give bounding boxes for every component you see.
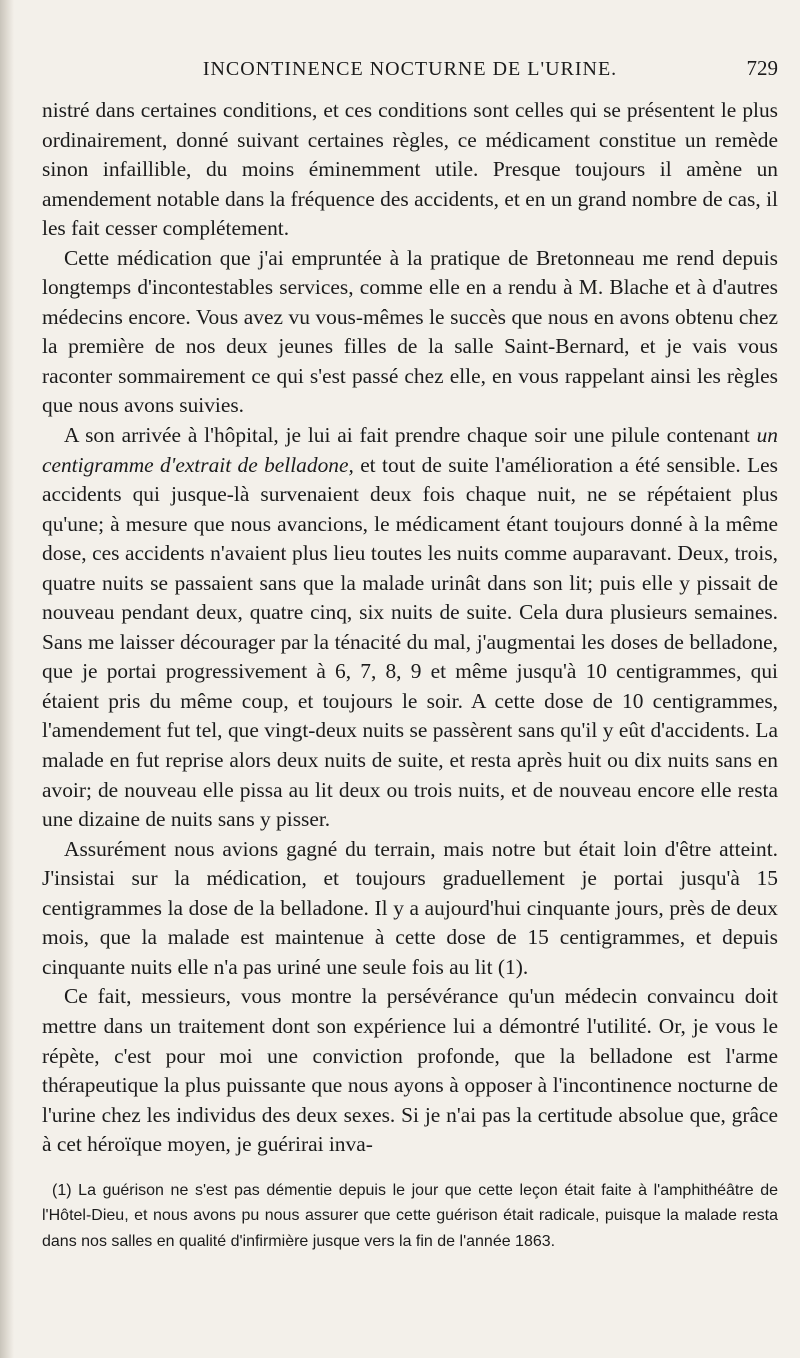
paragraph-3 bbox=[42, 421, 778, 835]
paragraph-2 bbox=[42, 244, 778, 421]
paragraph-2-text: Cette médication que j'ai empruntée à la pratique de Bretonneau me rend depuis longtemps d'incontestables services, comme elle en a rendu à M. Blache et à d'autres médecins encore. Vous avez vu vous-mêmes le succès que nous en avons obtenu chez la première de nos deux jeunes filles de la salle Saint-Bernard, et je vais vous raconter sommairement ce qui s'est passé chez elle, en vous rappelant ainsi les règles que nous avons suivies. bbox=[42, 245, 778, 418]
book-page bbox=[42, 56, 778, 1254]
body-text bbox=[42, 96, 778, 1160]
paragraph-4-text: Assurément nous avions gagné du terrain, mais notre but était loin d'être atteint. J'insistai sur la médication, et toujours graduellement je portai jusqu'à 15 centigrammes la dose de la belladone. Il y a aujourd'hui cinquante jours, près de deux mois, que la malade est maintenue à cette dose de 15 centigrammes, et depuis cinquante nuits elle n'a pas uriné une seule fois au lit (1). bbox=[42, 836, 778, 979]
paragraph-5-text: Ce fait, messieurs, vous montre la persévérance qu'un médecin convaincu doit mettre dans un traitement dont son expérience lui a démontré l'utilité. Or, je vous le répète, c'est pour moi une conviction profonde, que la belladone est l'arme thérapeutique la plus puissante que nous ayons à opposer à l'incontinence nocturne de l'urine chez les individus des deux sexes. Si je n'ai pas la certitude absolue que, grâce à cet héroïque moyen, je guérirai inva- bbox=[42, 984, 778, 1157]
page-number: 729 bbox=[746, 56, 778, 80]
paragraph-1-text: nistré dans certaines conditions, et ces conditions sont celles qui se présentent le plus ordinairement, donné suivant certaines règles, ce médicament constitue un remède sinon infaillible, du moins éminemment utile. Presque toujours il amène un amendement notable dans la fréquence des accidents, et en un grand nombre de cas, il les fait cesser complétement. bbox=[42, 98, 778, 241]
running-head bbox=[42, 56, 778, 90]
paragraph-1 bbox=[42, 96, 778, 244]
paragraph-3-italic-dose: un centigramme d'extrait de belladone, bbox=[42, 423, 778, 477]
paragraph-4 bbox=[42, 835, 778, 983]
footnote: (1) La guérison ne s'est pas démentie depuis le jour que cette leçon était faite à l'amphithéâtre de l'Hôtel-Dieu, et nous avons pu nous assurer que cette guérison était radicale, puisque la malade resta dans nos salles en qualité d'infirmière jusque vers la fin de l'année 1863. bbox=[42, 1181, 778, 1250]
paragraph-3-text-after: et tout de suite l'amélioration a été sensible. Les accidents qui jusque-là survenaient deux fois chaque nuit, ne se répétaient plus qu'une; à mesure que nous avancions, le médicament étant toujours donné à la même dose, ces accidents n'avaient plus lieu toutes les nuits comme auparavant. Deux, trois, quatre nuits se passaient sans que la malade urinât dans son lit; puis elle y pissait de nouveau pendant deux, quatre cinq, six nuits de suite. Cela dura plusieurs semaines. Sans me laisser décourager par la ténacité du mal, j'augmentai les doses de belladone, que je portai progressivement à 6, 7, 8, 9 et même jusqu'à 10 centigrammes, qui étaient pris du même coup, et toujours le soir. A cette dose de 10 centigrammes, l'amendement fut tel, que vingt-deux nuits se passèrent sans qu'il y eût d'accidents. La malade en fut reprise alors deux nuits de suite, et resta après huit ou dix nuits sans en avoir; de nouveau elle pissa au lit deux ou trois nuits, et de nouveau encore elle resta une dizaine de nuits sans y pisser. bbox=[42, 452, 778, 832]
page-binding-edge bbox=[0, 0, 14, 1358]
running-head-title: INCONTINENCE NOCTURNE DE L'URINE. bbox=[202, 58, 618, 80]
paragraph-3-text-before: A son arrivée à l'hôpital, je lui ai fait prendre chaque soir une pilule contenant bbox=[64, 423, 757, 448]
paragraph-5 bbox=[42, 982, 778, 1159]
